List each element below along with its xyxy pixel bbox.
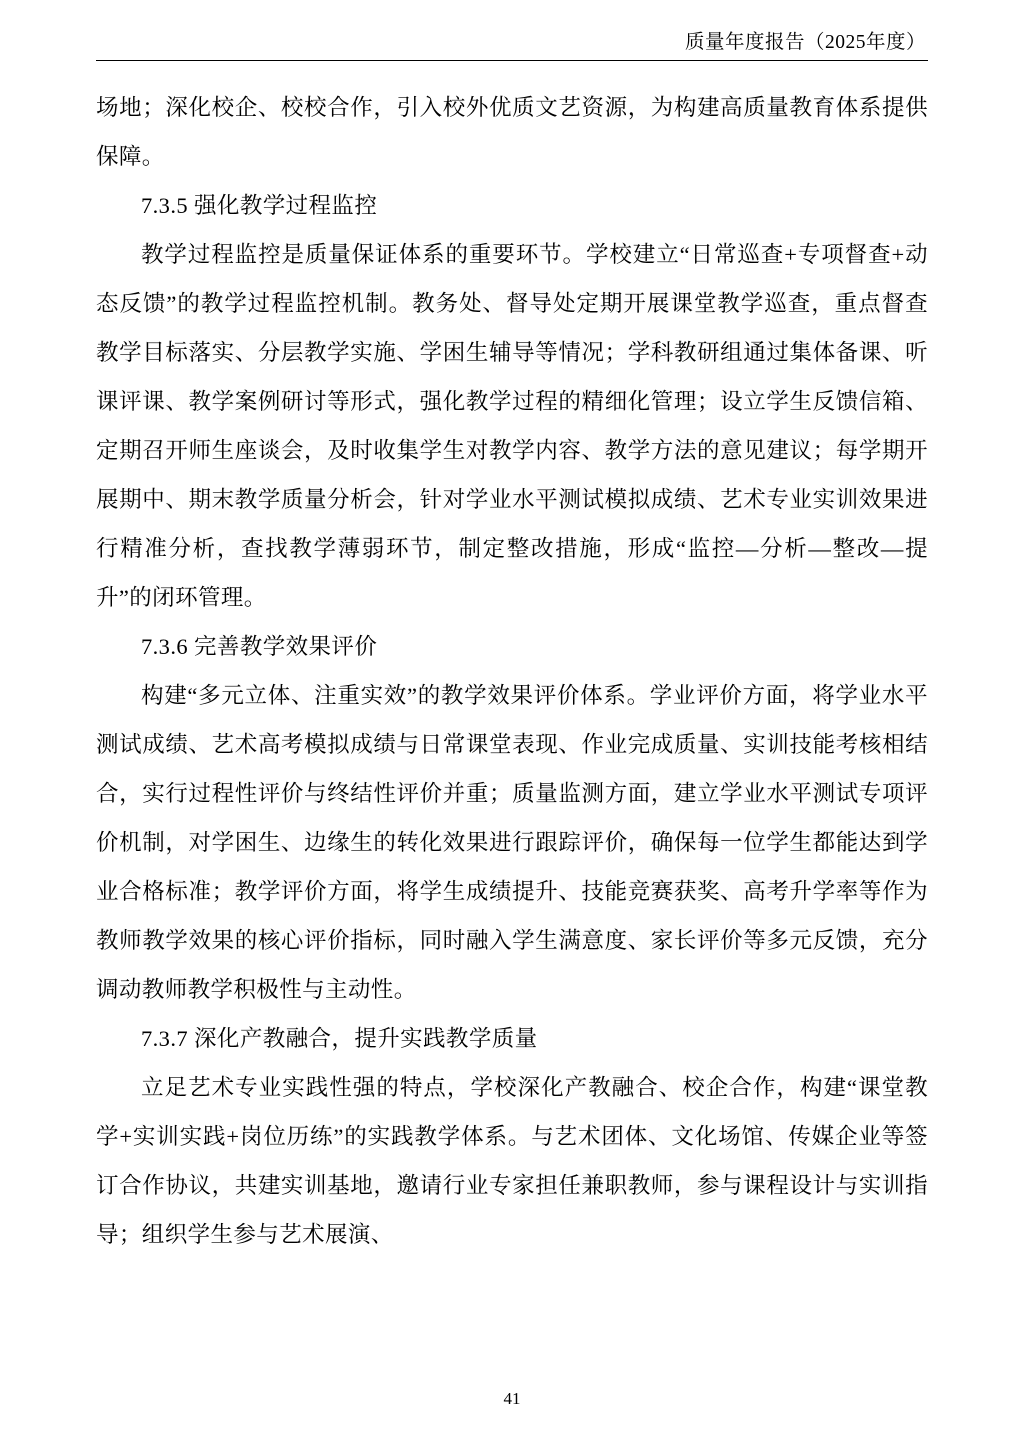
section-heading-7-3-7: 7.3.7 深化产教融合，提升实践教学质量: [141, 1026, 538, 1051]
page-number: 41: [503, 1389, 521, 1408]
section-heading-7-3-5: 7.3.5 强化教学过程监控: [141, 193, 378, 218]
paragraph-7-3-6: 构建“多元立体、注重实效”的教学效果评价体系。学业评价方面，将学业水平测试成绩、艺术高考模拟成绩与日常课堂表现、作业完成质量、实训技能考核相结合，实行过程性评价与终结性评价并重；质量监测方面，建立学业水平测试专项评价机制，对学困生、边缘生的转化效果进行跟踪评价，确保每一位学生都能达到学业合格标准；教学评价方面，将学生成绩提升、技能竞赛获奖、高考升学率等作为教师教学效果的核心评价指标，同时融入学生满意度、家长评价等多元反馈，充分调动教师教学积极性与主动性。: [96, 683, 928, 1002]
paragraph-7-3-7: 立足艺术专业实践性强的特点，学校深化产教融合、校企合作，构建“课堂教学+实训实践+岗位历练”的实践教学体系。与艺术团体、文化场馆、传媒企业等签订合作协议，共建实训基地，邀请行业专家担任兼职教师，参与课程设计与实训指导；组织学生参与艺术展演、: [96, 1075, 928, 1247]
page-header: 质量年度报告（2025年度）: [684, 32, 926, 53]
continued-paragraph: 场地；深化校企、校校合作，引入校外优质文艺资源，为构建高质量教育体系提供保障。: [96, 95, 928, 169]
paragraph-7-3-5: 教学过程监控是质量保证体系的重要环节。学校建立“日常巡查+专项督查+动态反馈”的教学过程监控机制。教务处、督导处定期开展课堂教学巡查，重点督查教学目标落实、分层教学实施、学困生辅导等情况；学科教研组通过集体备课、听课评课、教学案例研讨等形式，强化教学过程的精细化管理；设立学生反馈信箱、定期召开师生座谈会，及时收集学生对教学内容、教学方法的意见建议；每学期开展期中、期末教学质量分析会，针对学业水平测试模拟成绩、艺术专业实训效果进行精准分析，查找教学薄弱环节，制定整改措施，形成“监控—分析—整改—提升”的闭环管理。: [96, 242, 928, 610]
header-divider: [96, 60, 928, 61]
page-content: [96, 83, 928, 1259]
section-heading-7-3-6: 7.3.6 完善教学效果评价: [141, 634, 378, 659]
